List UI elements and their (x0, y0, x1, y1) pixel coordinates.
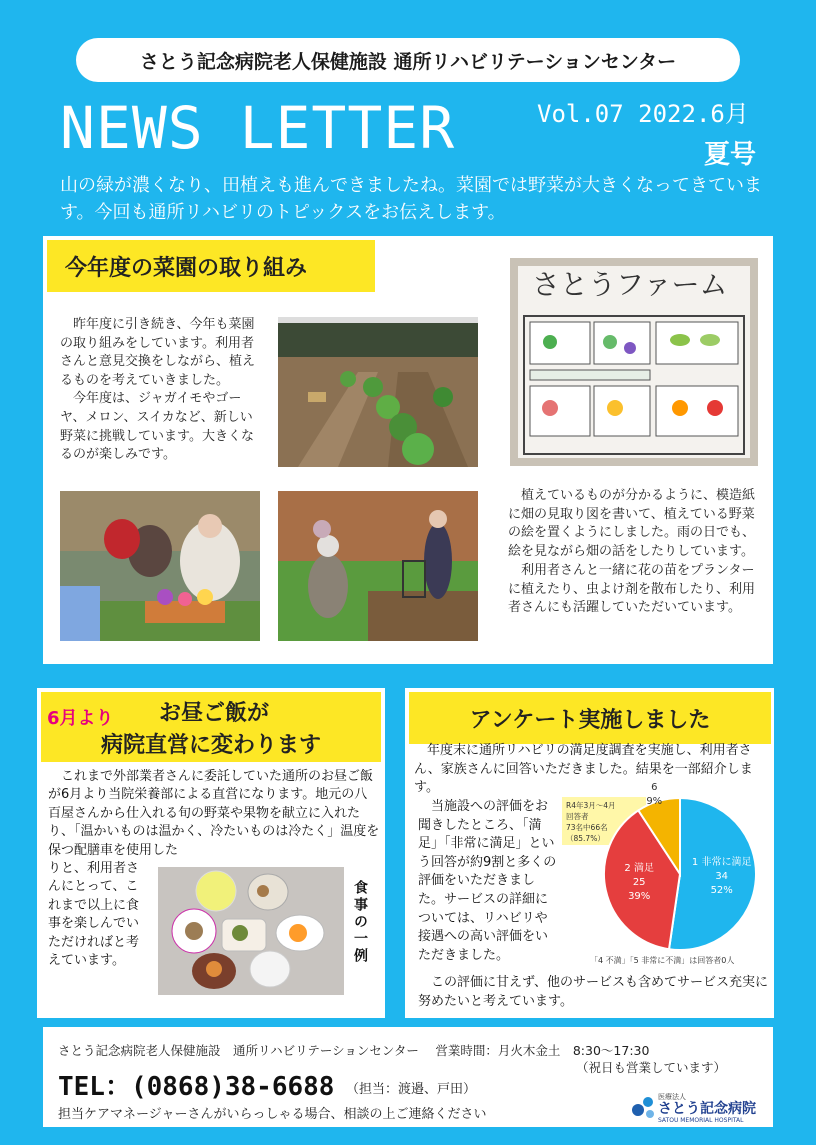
pie-value-label-satisfied: 25 (632, 877, 646, 889)
logo-name: さとう記念病院 (658, 1101, 756, 1117)
logo-sub: 医療法人 (658, 1093, 686, 1101)
pie-value-label-neutral: 6 (651, 781, 658, 793)
pie-percent-label-very-satisfied: 52% (710, 885, 733, 897)
org-name: さとう記念病院老人保健施設 通所リハビリテーションセンター (139, 50, 677, 73)
volume-label: Vol.07 2022.6月 (537, 100, 749, 128)
season-label: 夏号 (704, 140, 757, 170)
garden-text-1: 昨年度に引き続き、今年も菜園の取り組みをしています。利用者さんと意見交換をしながら、植えるものを考えていきました。 今年度は、ジャガイモやゴーヤ、メロン、スイカなど、新しい野菜に挑戦しています。大きくなるのが楽しみです。 (60, 317, 256, 463)
survey-heading (409, 692, 771, 744)
hospital-logo (628, 1090, 768, 1124)
planting-image (60, 491, 260, 641)
organization-name-pill (76, 38, 740, 82)
lunch-tag: 6月より (47, 708, 114, 729)
meal-photo-label: 食事の一例 (352, 880, 368, 965)
meal-image (158, 867, 344, 995)
pie-percent-label-satisfied: 39% (628, 891, 651, 903)
meal-photo (158, 867, 344, 995)
garden-photo-image (278, 317, 478, 467)
lunch-heading (41, 692, 381, 762)
farm-map-photo (510, 258, 758, 466)
lunch-heading-line1: お昼ご飯が (159, 701, 270, 726)
garden-text-2: 植えているものが分かるように、模造紙に畑の見取り図を書いて、植えている野菜の絵を置くようにしました。雨の日でも、絵を見ながら畑の話をしたりしています。 利用者さんと一緒に花の苗をプランターに植えたり、虫よけ剤を散布したり、利用者さんにも活躍していただいています。 (508, 488, 756, 616)
watering-image (278, 491, 478, 641)
newsletter-title: NEWS LETTER (60, 94, 456, 162)
intro-text: 山の緑が濃くなり、田植えも進んできましたね。菜園では野菜が大きくなってきています。今回も通所リハビリのトピックスをお伝えします。 (60, 175, 762, 223)
pie-slice-very-satisfied (669, 798, 756, 950)
phone-contact-note: （担当：渡邉、戸田） (346, 1082, 477, 1097)
satisfaction-pie-chart (560, 780, 770, 960)
hospital-logo-mark (628, 1090, 768, 1124)
survey-text-1: 年度末に通所リハビリの満足度調査を実施し、利用者さん、家族さんに回答いただきました。結果を一部紹介します。 (414, 743, 753, 796)
lunch-heading-line2: 病院直営に変わります (101, 733, 322, 758)
pie-footnote: 「4 不満」「5 非常に不満」は回答者0人 (590, 956, 735, 965)
garden-heading (47, 240, 375, 292)
footer-holiday-note: （祝日も営業しています） (576, 1060, 727, 1075)
pie-category-label-satisfied: 2 満足 (624, 863, 654, 875)
lunch-text-2: りと、利用者さんにとって、これまで以上に食事を楽しんでいただければと考えています。 (48, 861, 140, 969)
pie-value-label-very-satisfied: 34 (715, 871, 729, 883)
phone-number[interactable]: TEL：(0868)38-6688 (58, 1072, 335, 1102)
footer-facility-hours: さとう記念病院老人保健施設 通所リハビリテーションセンター 営業時間：月火木金土 8:30～17:30 (58, 1043, 650, 1058)
garden-heading-text: 今年度の菜園の取り組み (65, 255, 308, 281)
farm-sign-text: さとうファーム (532, 268, 728, 301)
footer-care-manager-note: 担当ケアマネージャーさんがいらっしゃる場合、相談の上ご連絡ください (58, 1107, 487, 1122)
watering-photo (278, 491, 478, 641)
logo-en: SATOU MEMORIAL HOSPITAL (658, 1117, 744, 1124)
survey-heading-text: アンケート実施しました (469, 707, 711, 733)
planting-photo (60, 491, 260, 641)
pie-category-label-very-satisfied: 1 非常に満足 (691, 857, 752, 869)
farm-map-image (510, 258, 758, 466)
survey-respondents-note: R4年3月～4月 回答者 73名中66名 （85.7%） (562, 797, 646, 845)
lunch-text-1: これまで外部業者さんに委託していた通所のお昼ご飯が6月より当院栄養部による直営になります。地元の八百屋さんから仕入れる旬の野菜や果物を献立に入れたり、「温かいものは温かく、冷たいものは冷たく」温度を保つ配膳車を使用した (48, 769, 380, 858)
garden-photo (278, 317, 478, 467)
survey-text-3: この評価に甘えず、他のサービスも含めてサービス充実に努めたいと考えています。 (418, 975, 768, 1009)
pie-percent-label-neutral: 9% (646, 795, 663, 807)
survey-text-2: 当施設への評価をお聞きしたところ、「満足」「非常に満足」という回答が約9割と多くの評価をいただきました。サービスの詳細については、リハビリや接遇への高い評価をいただきました。 (418, 799, 557, 963)
